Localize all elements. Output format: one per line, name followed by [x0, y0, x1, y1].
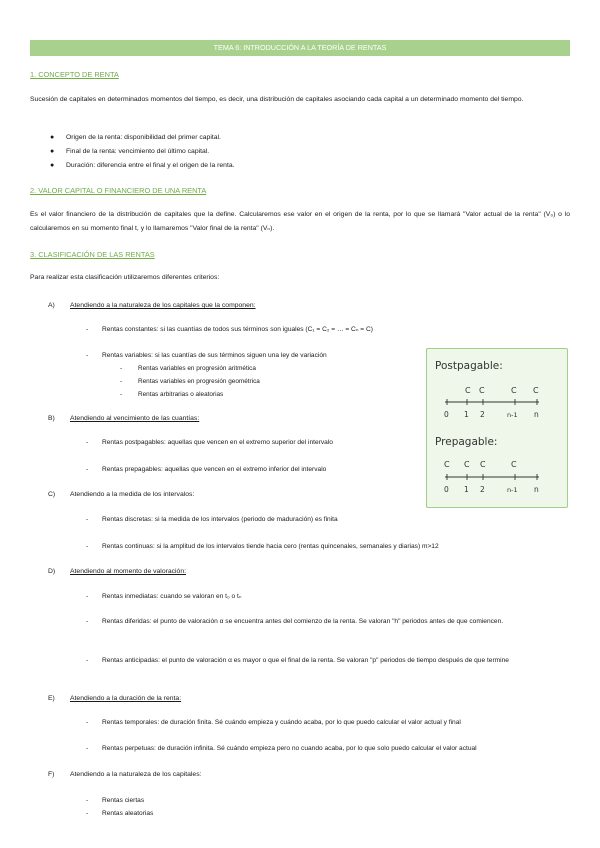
criterion-e: E) Atendiendo a la duración de la renta: [48, 695, 182, 702]
cap-label: C [464, 460, 470, 469]
prepagable-title: Prepagable: [435, 436, 498, 448]
timeline-figure [426, 348, 568, 508]
section3-intro: Para realizar esta clasificación utilizaremos diferentes criterios: [30, 274, 220, 281]
list-item: - Rentas anticipadas: el punto de valoración α es mayor o que el final de la renta. Se valoran "p" periodos de tiempo después de que termine [86, 657, 509, 664]
prepagable-tick-labels [444, 485, 539, 494]
postpagable-tick-labels [444, 410, 539, 419]
list-item: - Rentas temporales: de duración finita. Sé cuándo empieza y cuándo acaba, por lo que puedo calcular el valor actual y final [86, 719, 461, 726]
list-item: ● Duración: diferencia entre el final y el origen de la renta. [50, 162, 235, 169]
list-item: ● Final de la renta: vencimiento del último capital. [50, 148, 210, 155]
cap-label: C [444, 460, 450, 469]
tick-label: 1 [464, 410, 469, 419]
tick-label: n-1 [507, 486, 518, 494]
bullet-icon: ● [50, 162, 55, 169]
list-item: - Rentas constantes: si las cuantías de todos sus términos son iguales (C₁ = C₂ = … = Cₙ = C) [86, 326, 373, 333]
criterion-a: A) Atendiendo a la naturaleza de los capitales que la componen: [48, 302, 256, 309]
list-item: - Rentas inmediatas: cuando se valoran en t₀ o tₙ [86, 593, 242, 600]
cap-label: C [465, 386, 471, 395]
bullet-icon: ● [50, 148, 55, 155]
cap-label: C [533, 386, 539, 395]
sub-list-item: - Rentas variables en progresión geométrica [120, 378, 260, 385]
cap-label: C [480, 460, 486, 469]
list-item: - Rentas aleatorias [86, 810, 154, 817]
page-title: TEMA 6: INTRODUCCIÓN A LA TEORÍA DE RENTAS [30, 40, 570, 56]
section-heading-valor: 2. VALOR CAPITAL O FINANCIERO DE UNA RENTA [30, 186, 207, 195]
list-item: - Rentas diferidas: el punto de valoración α se encuentra antes del comienzo de la renta. Se valoran "h" periodos antes de que comiencen. [86, 618, 504, 625]
prepagable-caps [444, 460, 517, 469]
section-heading-clasificacion: 3. CLASIFICACIÓN DE LAS RENTAS [30, 250, 155, 259]
list-item: - Rentas ciertas [86, 797, 145, 804]
list-item: - Rentas perpetuas: de duración infinita. Sé cuándo empieza pero no cuando acaba, por lo que solo puedo calcular el valor actual [86, 745, 477, 752]
tick-label: n [534, 410, 539, 419]
tick-label: n-1 [507, 411, 518, 419]
list-item: - Rentas continuas: si la amplitud de los intervalos tiende hacia cero (rentas quincenales, semanales y diarias) m>12 [86, 543, 439, 550]
list-item: - Rentas prepagables: aquellas que vencen en el extremo inferior del intervalo [86, 466, 327, 473]
criterion-c: C) Atendiendo a la medida de los intervalos: [48, 491, 195, 498]
tick-label: 2 [480, 485, 485, 494]
list-item: ● Origen de la renta: disponibilidad del primer capital. [50, 134, 221, 141]
tick-label: n [534, 485, 539, 494]
tick-label: 2 [480, 410, 485, 419]
postpagable-caps [465, 386, 539, 395]
section1-intro: Sucesión de capitales en determinados momentos del tiempo, es decir, una distribución de capitales asociando cada capital a un determinado momento del tiempo. [30, 96, 524, 103]
section-heading-concepto: 1. CONCEPTO DE RENTA [30, 70, 119, 79]
timeline-svg [427, 349, 567, 507]
tick-label: 1 [464, 485, 469, 494]
cap-label: C [511, 460, 517, 469]
bullet-icon: ● [50, 134, 55, 141]
criterion-f: F) Atendiendo a la naturaleza de los capitales: [48, 771, 202, 778]
tick-label: 0 [444, 410, 449, 419]
sub-list-item: - Rentas variables en progresión aritmética [120, 365, 256, 372]
criterion-d: D) Atendiendo al momento de valoración: [48, 568, 186, 575]
section2-text: Es el valor financiero de la distribución de capitales que la define. Calcularemos ese valor en el origen de la renta, por lo que se llamará "Valor actual de la renta" (V₀) o lo calcularemos en su momento final t, y lo llamaremos "Valor final de la renta" (Vₙ). [30, 211, 570, 232]
tick-label: 0 [444, 485, 449, 494]
list-item: - Rentas discretas: si la medida de los intervalos (periodo de maduración) es finita [86, 516, 338, 523]
list-item: - Rentas variables: si las cuantías de sus términos siguen una ley de variación [86, 352, 327, 359]
cap-label: C [511, 386, 517, 395]
criterion-b: B) Atendiendo al vencimiento de las cuantías: [48, 415, 200, 422]
cap-label: C [479, 386, 485, 395]
sub-list-item: - Rentas arbitrarias o aleatorias [120, 391, 224, 398]
list-item: - Rentas postpagables: aquellas que vencen en el extremo superior del intervalo [86, 439, 333, 446]
postpagable-title: Postpagable: [435, 360, 503, 372]
